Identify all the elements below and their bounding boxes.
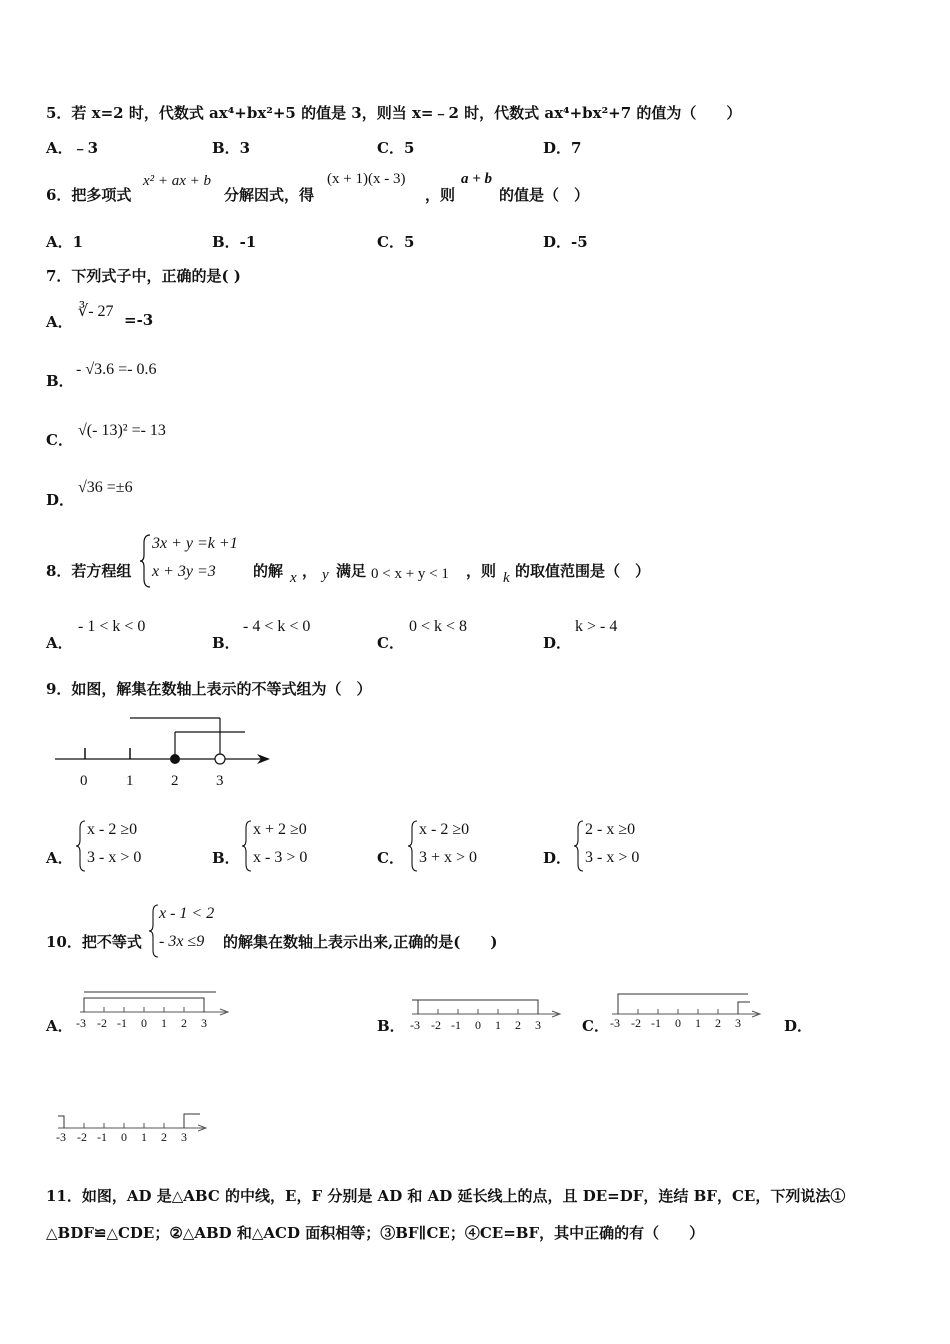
q7-option-d-label[interactable]: D．	[46, 491, 75, 509]
q10-option-d-label[interactable]: D．	[784, 1017, 813, 1035]
q5-option-d[interactable]: D．7	[543, 139, 582, 157]
q8-tail: 的取值范围是（ ）	[515, 562, 651, 580]
q5-option-c[interactable]: C．5	[377, 139, 415, 157]
q6-option-b[interactable]: B．-1	[212, 233, 257, 251]
q10-d-tick: -2	[77, 1130, 87, 1144]
q8-comma: ，	[302, 562, 318, 580]
q10-option-c-label[interactable]: C．	[582, 1017, 609, 1035]
q10-d-tick: 3	[181, 1130, 187, 1144]
q9-option-b-line1: x + 2 ≥0	[253, 821, 307, 838]
q8-option-c-expr: 0 < k < 8	[409, 618, 468, 635]
q9-option-c-line1: x - 2 ≥0	[419, 821, 470, 838]
q9-tick-3: 3	[216, 773, 224, 789]
q8-option-c-label[interactable]: C．	[377, 634, 404, 652]
q10-a-tick: 1	[161, 1016, 167, 1030]
q8-option-d-expr: k > - 4	[575, 618, 618, 635]
q11-line-1: 11．如图，AD 是△ABC 的中线，E，F 分别是 AD 和 AD 延长线上的点，且 DE=DF，连结 BF，CE，下列说法①	[46, 1187, 846, 1205]
q10-option-a-label[interactable]: A．	[46, 1017, 73, 1035]
q10-d-tick: -1	[97, 1130, 107, 1144]
q10-a-tick: -2	[97, 1016, 107, 1030]
q7-option-b-label[interactable]: B．	[46, 372, 74, 390]
q9-option-a-brace	[76, 820, 86, 872]
q10-equation-2: - 3x ≤9	[159, 933, 205, 950]
q8-option-b-expr: - 4 < k < 0	[243, 618, 311, 635]
q10-c-tick: -3	[610, 1016, 620, 1030]
q10-b-tick: 2	[515, 1018, 521, 1032]
q6-polynomial: x² + ax + b	[143, 173, 212, 189]
q9-option-c-brace	[408, 820, 418, 872]
q10-tail: 的解集在数轴上表示出来,正确的是( )	[223, 933, 498, 951]
q8-sol: 的解	[253, 562, 284, 580]
q8-option-b-label[interactable]: B．	[212, 634, 240, 652]
q10-a-tick: 3	[201, 1016, 207, 1030]
q10-c-tick: -2	[631, 1016, 641, 1030]
q7-option-a-tail: =-3	[124, 311, 154, 329]
q10-b-tick: -3	[410, 1018, 420, 1032]
q11-line-2: △BDF≌△CDE；②△ABD 和△ACD 面积相等；③BF∥CE；④CE=BF，其中正确的有（ ）	[46, 1224, 705, 1242]
q8-then: ，则	[466, 562, 497, 580]
q7-option-c-expr: √(- 13)² =- 13	[78, 422, 166, 439]
q9-option-b-brace	[242, 820, 252, 872]
q9-stem: 9．如图，解集在数轴上表示的不等式组为（ ）	[46, 680, 372, 698]
q6-factored: (x + 1)(x - 3)	[327, 171, 406, 187]
q9-option-a-line2: 3 - x > 0	[87, 849, 142, 866]
q8-option-d-label[interactable]: D．	[543, 634, 572, 652]
q8-equation-2: x + 3y =3	[152, 563, 216, 580]
q9-option-d-brace	[574, 820, 584, 872]
q10-a-tick: -1	[117, 1016, 127, 1030]
q10-b-tick: 1	[495, 1018, 501, 1032]
q10-option-c-ticks	[610, 1016, 770, 1030]
q10-c-tick: 1	[695, 1016, 701, 1030]
q10-option-b-label[interactable]: B．	[377, 1017, 405, 1035]
q8-option-a-label[interactable]: A．	[46, 634, 73, 652]
q10-a-tick: 0	[141, 1016, 147, 1030]
q7-option-b-expr: - √3.6 =- 0.6	[76, 361, 157, 378]
q9-option-a-label[interactable]: A．	[46, 849, 73, 867]
q7-option-a-expr: ∛- 27	[78, 303, 114, 320]
q8-y: y	[322, 567, 329, 583]
q9-tick-1: 1	[126, 773, 134, 789]
q6-mid: 分解因式，得	[224, 186, 315, 204]
q9-option-b-label[interactable]: B．	[212, 849, 240, 867]
q9-option-c-label[interactable]: C．	[377, 849, 404, 867]
q9-option-b-line2: x - 3 > 0	[253, 849, 308, 866]
q8-option-a-expr: - 1 < k < 0	[78, 618, 146, 635]
q9-option-c-line2: 3 + x > 0	[419, 849, 478, 866]
q9-option-d-line2: 3 - x > 0	[585, 849, 640, 866]
q9-option-d-label[interactable]: D．	[543, 849, 572, 867]
q10-lead: 10．把不等式	[46, 933, 142, 951]
q10-option-b-ticks	[410, 1018, 570, 1032]
q5-stem: 5．若 x=2 时，代数式 ax⁴+bx²+5 的值是 3，则当 x=﹣2 时，代数式 ax⁴+bx²+7 的值为（ ）	[46, 104, 742, 122]
q10-b-tick: -2	[431, 1018, 441, 1032]
q9-tick-0: 0	[80, 773, 88, 789]
q10-a-tick: 2	[181, 1016, 187, 1030]
q10-c-tick: 0	[675, 1016, 681, 1030]
q8-system-brace	[140, 533, 152, 589]
q8-x: x	[290, 570, 297, 586]
q5-option-a[interactable]: A．﹣3	[46, 139, 99, 157]
q9-option-a-line1: x - 2 ≥0	[87, 821, 138, 838]
q10-option-a-ticks	[76, 1016, 236, 1030]
q8-k: k	[503, 570, 510, 586]
q8-condition: 0 < x + y < 1	[371, 566, 449, 582]
q7-stem: 7．下列式子中，正确的是( )	[46, 267, 241, 285]
q10-system-brace	[149, 904, 159, 958]
q9-tick-2: 2	[171, 773, 179, 789]
q6-option-d[interactable]: D．-5	[543, 233, 588, 251]
q10-c-tick: 3	[735, 1016, 741, 1030]
q10-b-tick: 3	[535, 1018, 541, 1032]
q7-option-c-label[interactable]: C．	[46, 431, 73, 449]
q10-d-tick: 2	[161, 1130, 167, 1144]
q10-b-tick: 0	[475, 1018, 481, 1032]
q10-c-tick: 2	[715, 1016, 721, 1030]
q8-equation-1: 3x + y =k +1	[152, 535, 238, 552]
q7-option-a-label[interactable]: A．	[46, 313, 73, 331]
q7-option-d-expr: √36 =±6	[78, 479, 133, 496]
q6-a-plus-b: a + b	[461, 171, 493, 187]
q8-lead: 8．若方程组	[46, 562, 132, 580]
q10-d-tick: 1	[141, 1130, 147, 1144]
q10-a-tick: -3	[76, 1016, 86, 1030]
q6-lead: 6．把多项式	[46, 186, 132, 204]
q10-d-tick: -3	[56, 1130, 66, 1144]
q6-then: ，则	[425, 186, 456, 204]
q10-d-tick: 0	[121, 1130, 127, 1144]
q10-b-tick: -1	[451, 1018, 461, 1032]
q9-option-d-line1: 2 - x ≥0	[585, 821, 636, 838]
q6-tail: 的值是（ ）	[499, 186, 590, 204]
q10-option-d-ticks	[56, 1130, 216, 1144]
q6-option-a[interactable]: A．1	[46, 233, 84, 251]
q10-equation-1: x - 1 < 2	[159, 905, 215, 922]
q8-satisfy: 满足	[336, 562, 367, 580]
q6-option-c[interactable]: C．5	[377, 233, 415, 251]
q10-c-tick: -1	[651, 1016, 661, 1030]
q5-option-b[interactable]: B．3	[212, 139, 251, 157]
